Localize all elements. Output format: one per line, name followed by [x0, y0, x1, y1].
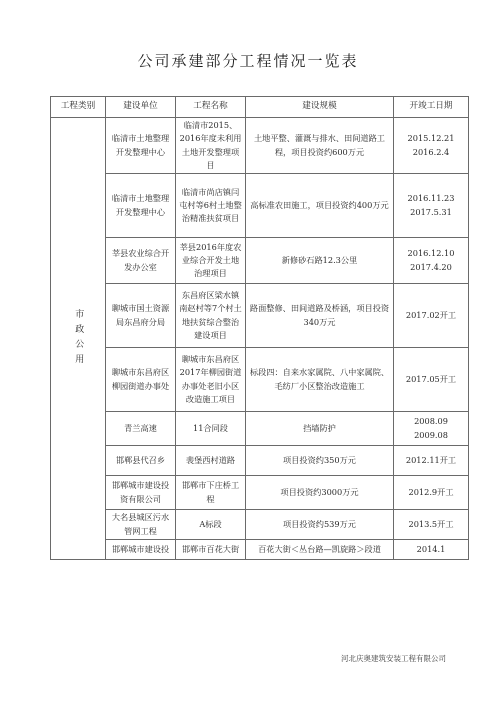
- dates-cell: [394, 118, 469, 174]
- dates-cell: [394, 348, 469, 412]
- unit-cell: 大名县城区污水管网工程: [106, 510, 176, 540]
- project-name-cell: 邯郸市百花大街: [176, 540, 246, 560]
- date-text: 2017.4.20: [410, 261, 452, 272]
- scale-cell: 新修砂石路12.3公里: [246, 238, 394, 284]
- table-row: [51, 446, 469, 476]
- page-title: 公司承建部分工程情况一览表: [137, 52, 359, 70]
- header-name: 工程名称: [176, 97, 246, 118]
- scale-cell: 项目投资约350万元: [246, 446, 394, 476]
- date-text: 2008.09: [414, 416, 448, 427]
- unit-cell: 莘县农业综合开发办公室: [106, 238, 176, 284]
- date-text: 2016.2.4: [412, 146, 450, 157]
- date-text: 2015.12.21: [407, 133, 455, 144]
- date-text: 2009.08: [414, 429, 448, 440]
- scale-cell: 项目投资约539万元: [246, 510, 394, 540]
- table-header-row: [51, 97, 469, 118]
- header-dates: 开竣工日期: [394, 97, 469, 118]
- project-name-cell: 11合同段: [176, 412, 246, 446]
- project-name-cell: 临清市尚店镇闫屯村等6村土地整治精准扶贫项目: [176, 174, 246, 238]
- dates-cell: [394, 284, 469, 348]
- projects-table: [50, 96, 469, 560]
- dates-cell: [394, 174, 469, 238]
- scale-cell: 项目投资约3000万元: [246, 476, 394, 510]
- project-name-cell: 莘县2016年度农业综合开发土地治理项目: [176, 238, 246, 284]
- date-text: 2012.11开工: [405, 454, 457, 465]
- dates-cell: [394, 476, 469, 510]
- header-scale: 建设规模: [246, 97, 394, 118]
- project-name-cell: 裴堡西村道路: [176, 446, 246, 476]
- unit-cell: 聊城市东昌府区柳园街道办事处: [106, 348, 176, 412]
- table-row: [51, 118, 469, 174]
- scale-cell: 标段四：自来水家属院、八中家属院、毛纺厂小区整治改造施工: [246, 348, 394, 412]
- project-name-cell: 临清市2015、2016年度未利用土地开发整理项目: [176, 118, 246, 174]
- unit-cell: 聊城市国土资源局东昌府分局: [106, 284, 176, 348]
- date-text: 2017.02开工: [405, 309, 457, 320]
- unit-cell: 临清市土地整理开发整理中心: [106, 118, 176, 174]
- header-unit: 建设单位: [106, 97, 176, 118]
- date-text: 2014.1: [416, 543, 446, 554]
- scale-cell: 高标准农田施工，项目投资约400万元: [246, 174, 394, 238]
- date-text: 2013.5开工: [408, 518, 454, 529]
- dates-cell: [394, 446, 469, 476]
- table-row: [51, 174, 469, 238]
- scale-cell: 土地平整、灌溉与排水、田间道路工程，项目投资约600万元: [246, 118, 394, 174]
- dates-cell: [394, 238, 469, 284]
- header-category: 工程类别: [51, 97, 106, 118]
- scale-cell: 路面整修、田间道路及桥涵，项目投资340万元: [246, 284, 394, 348]
- date-text: 2016.11.23: [407, 193, 455, 204]
- date-text: 2012.9开工: [408, 486, 454, 497]
- scale-cell: 挡墙防护: [246, 412, 394, 446]
- unit-cell: 邯郸城市建设投资有限公司: [106, 476, 176, 510]
- dates-cell: [394, 540, 469, 560]
- table-row: [51, 510, 469, 540]
- unit-cell: 青兰高速: [106, 412, 176, 446]
- unit-cell: 邯郸县代召乡: [106, 446, 176, 476]
- company-footer: 河北庆奥建筑安装工程有限公司: [341, 654, 446, 663]
- scale-cell: 百花大街＜丛台路—凯旋路＞段道: [246, 540, 394, 560]
- table-row: [51, 540, 469, 560]
- project-name-cell: 东昌府区梁水镇南赵村等7个村土地扶贫综合整治建设项目: [176, 284, 246, 348]
- dates-cell: [394, 412, 469, 446]
- table-row: [51, 476, 469, 510]
- dates-cell: [394, 510, 469, 540]
- table-row: [51, 284, 469, 348]
- project-name-cell: 聊城市东昌府区2017年柳园街道办事处老旧小区改造施工项目: [176, 348, 246, 412]
- table-row: [51, 348, 469, 412]
- date-text: 2017.5.31: [410, 206, 452, 217]
- category-cell: 市政公用: [51, 118, 106, 560]
- date-text: 2017.05开工: [405, 373, 457, 384]
- unit-cell: 邯郸城市建设投: [106, 540, 176, 560]
- unit-cell: 临清市土地整理开发整理中心: [106, 174, 176, 238]
- project-name-cell: 邯郸市下庄桥工程: [176, 476, 246, 510]
- project-name-cell: A标段: [176, 510, 246, 540]
- table-row: [51, 412, 469, 446]
- table-row: [51, 238, 469, 284]
- date-text: 2016.12.10: [407, 248, 455, 259]
